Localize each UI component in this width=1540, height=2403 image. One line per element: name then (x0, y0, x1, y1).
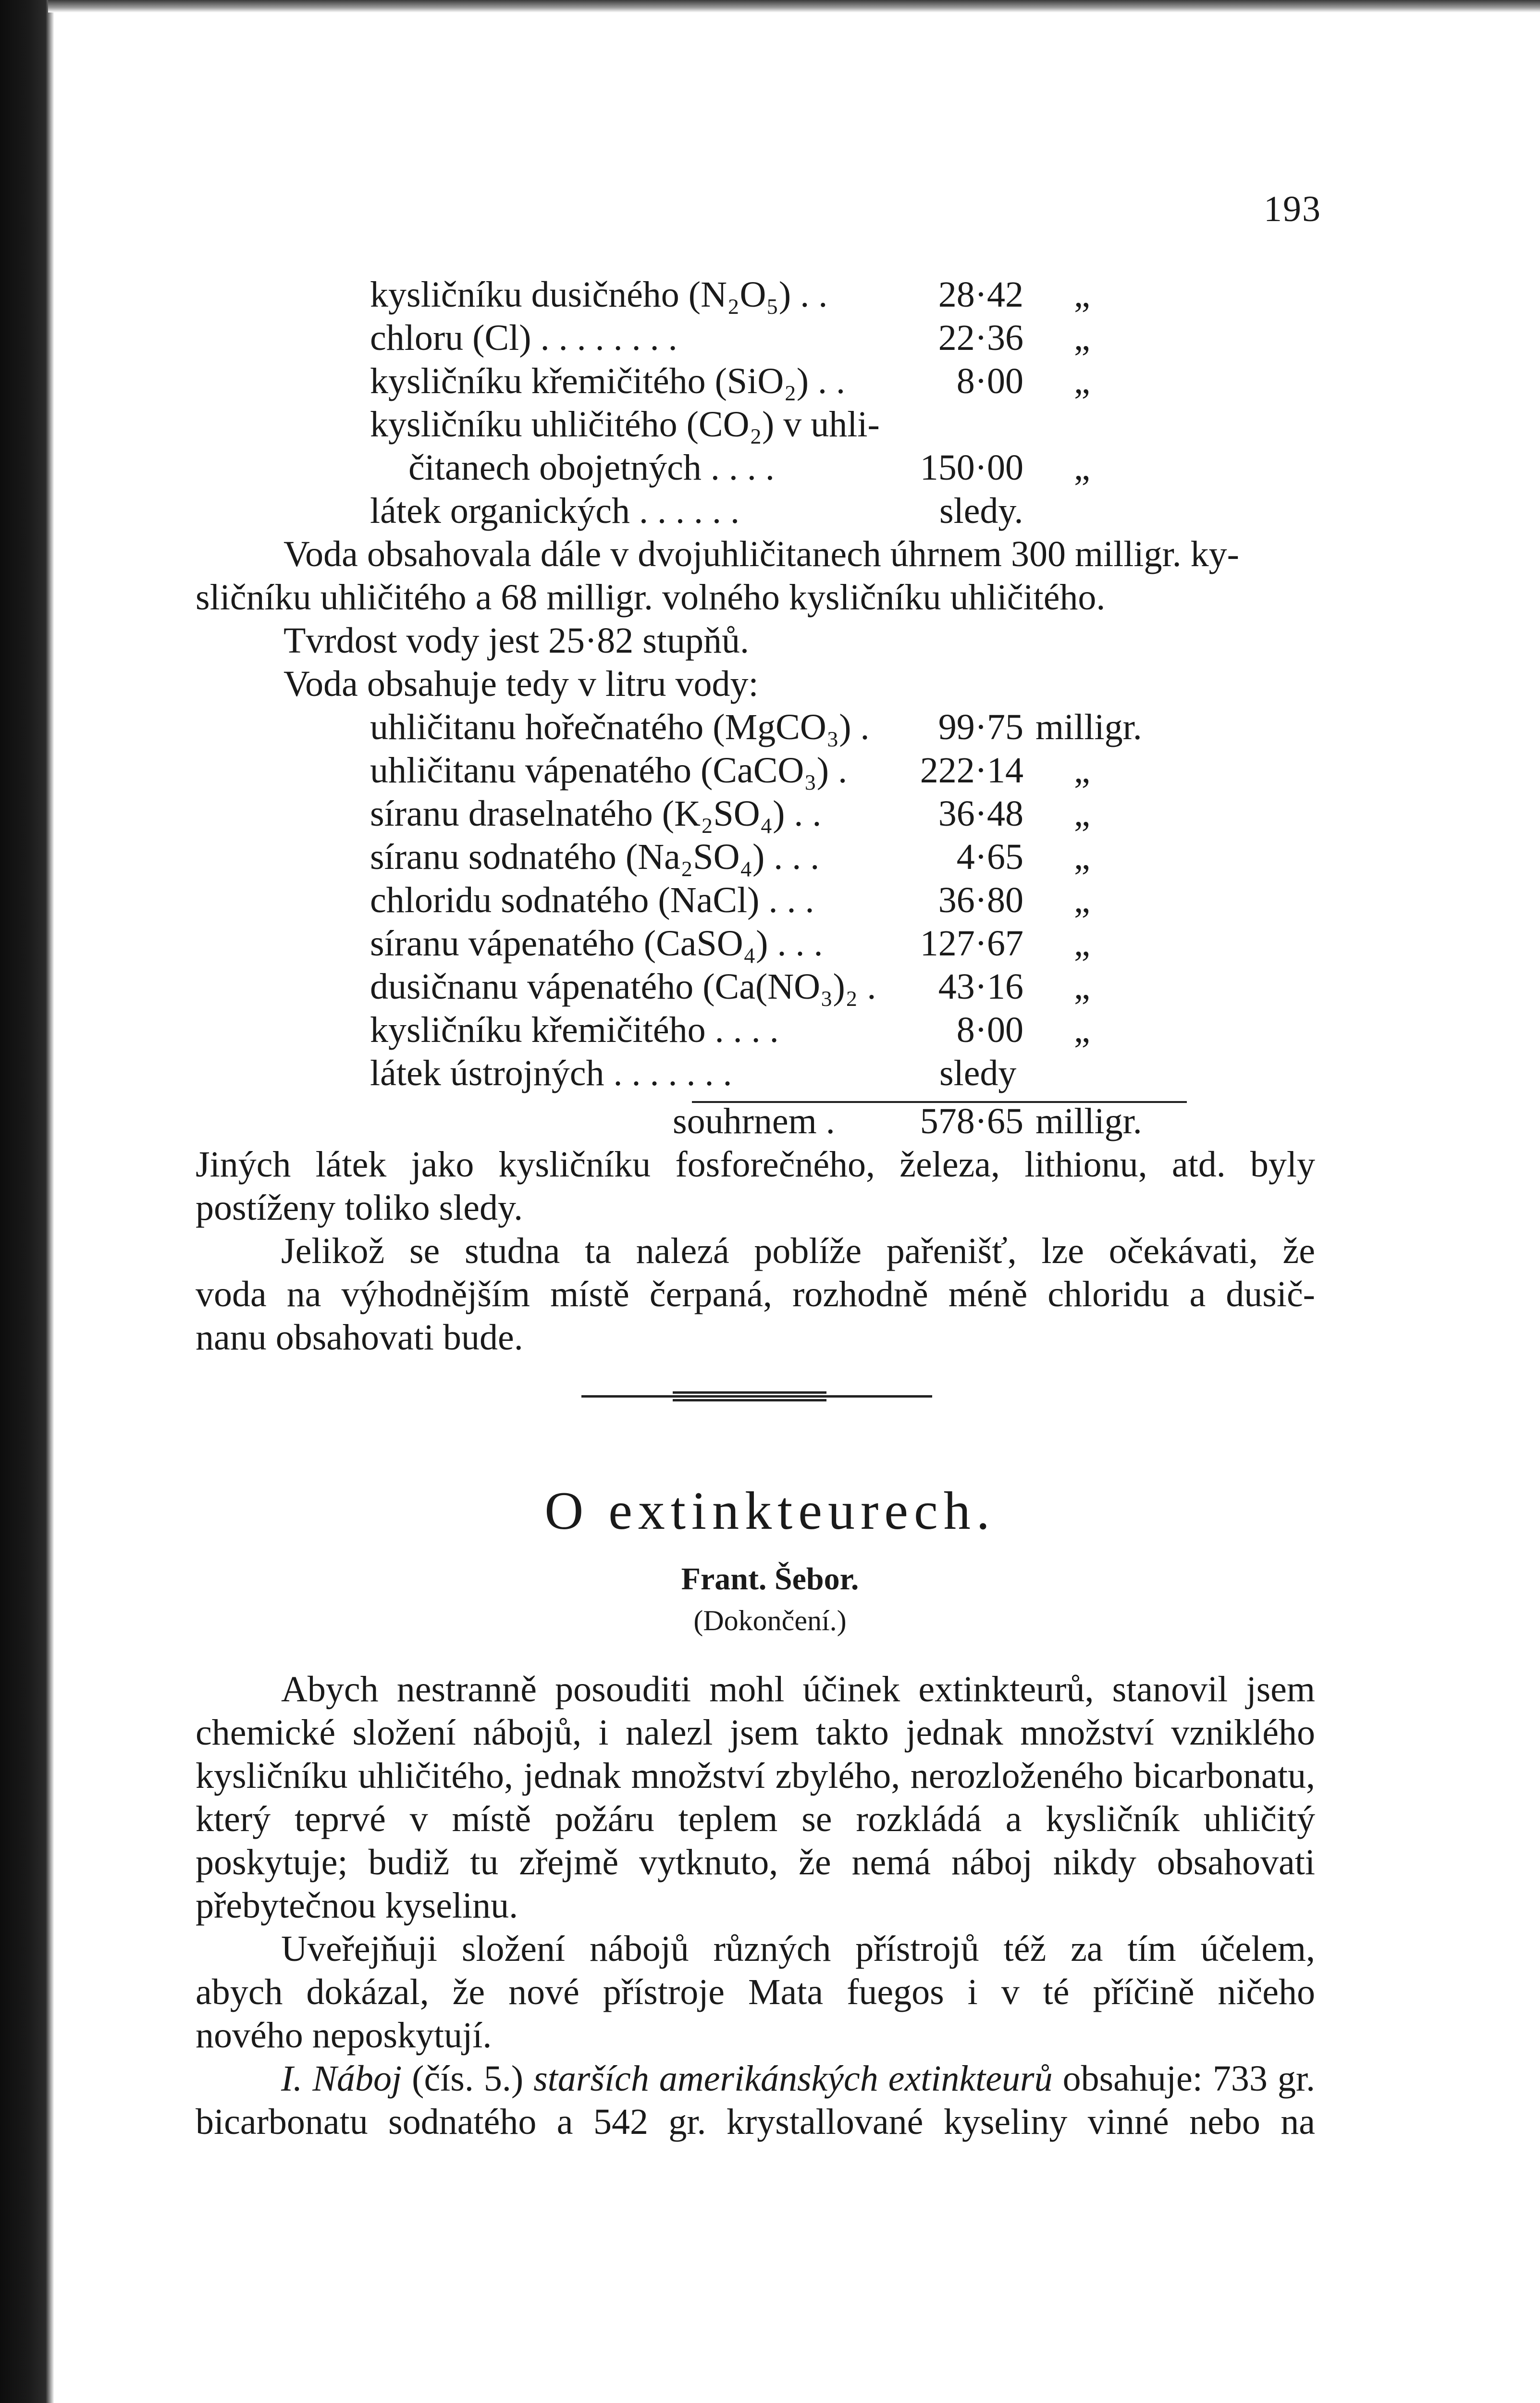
row-value: 222·14 (920, 750, 1023, 791)
page-number: 193 (1264, 189, 1321, 229)
scan-binding-edge (0, 0, 54, 2403)
article-author: Frant. Šebor. (681, 1561, 859, 1597)
item-label: I. Náboj (281, 2058, 402, 2099)
row-value: 4·65 (956, 837, 1023, 877)
row-value: 150·00 (920, 447, 1023, 488)
sum-unit: milligr. (1035, 1101, 1142, 1141)
paragraph-line: postíženy toliko sledy. (196, 1188, 523, 1228)
row-unit: „ (1074, 1010, 1090, 1050)
item-rest: obsahuje: 733 gr. (1062, 2058, 1316, 2099)
row-value: 28·42 (938, 274, 1023, 315)
row-unit: milligr. (1035, 707, 1142, 747)
row-value: 8·00 (956, 1010, 1023, 1050)
row-label: dusičnanu vápenatého (Ca(NO₃)₂ . (370, 966, 876, 1007)
paragraph-line: kysličníku uhličitého, jednak množství zbylého, nerozloženého bicarbonatu, (196, 1756, 1315, 1796)
row-label: uhličitanu hořečnatého (MgCO₃) . (370, 707, 870, 747)
row-value: sledy. (939, 491, 1023, 531)
row-unit: „ (1074, 750, 1090, 791)
row-label: kysličníku křemičitého . . . . (370, 1010, 779, 1050)
sum-value: 578·65 (920, 1101, 1023, 1141)
row-unit: „ (1074, 447, 1090, 488)
row-label: síranu vápenatého (CaSO₄) . . . (370, 923, 823, 964)
row-unit: „ (1074, 793, 1090, 834)
row-unit: „ (1074, 966, 1090, 1007)
paragraph-line: Uveřejňuji složení nábojů různých přístrojů též za tím účelem, (281, 1929, 1315, 1969)
row-label: kysličníku křemičitého (SiO₂) . . (370, 361, 846, 401)
paragraph-charge-1 (196, 2057, 1315, 2143)
row-value: 8·00 (956, 361, 1023, 401)
paragraph-well (196, 1229, 1315, 1359)
section-divider-ornament (581, 1391, 932, 1401)
row-unit: „ (1074, 318, 1090, 358)
row-value: 22·36 (938, 318, 1023, 358)
paragraph-line: nového neposkytují. (196, 2015, 492, 2056)
sum-label: souhrnem . (673, 1101, 835, 1141)
row-label: látek ústrojných . . . . . . . (370, 1053, 732, 1093)
row-value: sledy (939, 1053, 1017, 1093)
paragraph-line: sličníku uhličitého a 68 milligr. volného kysličníku uhličitého. (196, 577, 1106, 618)
paragraph-line: přebytečnou kyselinu. (196, 1885, 518, 1926)
row-value: 43·16 (938, 966, 1023, 1007)
row-value: 127·67 (920, 923, 1023, 964)
row-label: kysličníku uhličitého (CO₂) v uhli- (370, 404, 880, 445)
article-continued-note: (Dokončení.) (693, 1605, 847, 1636)
scan-top-edge (48, 0, 1540, 12)
row-value: 36·48 (938, 793, 1023, 834)
paragraph-line: poskytuje; budiž tu zřejmě vytknuto, že nemá náboj nikdy obsahovati (196, 1842, 1315, 1883)
row-unit: „ (1074, 923, 1090, 964)
row-label: síranu draselnatého (K₂SO₄) . . (370, 793, 822, 834)
row-label: síranu sodnatého (Na₂SO₄) . . . (370, 837, 820, 877)
paragraph-line: který teprvé v místě požáru teplem se rozkládá a kysličník uhličitý (196, 1799, 1315, 1839)
item-italic: starších amerikánských extinkteurů (533, 2058, 1053, 2099)
row-label: čitanech obojetných . . . . (408, 447, 775, 488)
paragraph-line: chemické složení nábojů, i nalezl jsem takto jednak množství vzniklého (196, 1712, 1315, 1753)
contains-intro: Voda obsahuje tedy v litru vody: (283, 664, 759, 704)
paragraph-line: Jiných látek jako kysličníku fosforečného, železa, lithionu, atd. byly (196, 1144, 1315, 1185)
paragraph-line: abych dokázal, že nové přístroje Mata fuegos i v té příčině ničeho (196, 1972, 1315, 2012)
row-label: kysličníku dusičného (N₂O₅) . . (370, 274, 828, 315)
row-value: 99·75 (938, 707, 1023, 747)
article-title: O extinkteurech. (544, 1481, 996, 1541)
paragraph-line: bicarbonatu sodnatého a 542 gr. krystallované kyseliny vinné nebo na (196, 2102, 1315, 2142)
paragraph-line: Jelikož se studna ta nalezá poblíže pařenišť, lze očekávati, že (281, 1231, 1315, 1271)
paragraph-line (196, 2057, 1315, 2100)
row-unit: „ (1074, 274, 1090, 315)
paragraph-publish (196, 1927, 1315, 2057)
row-label: chloru (Cl) . . . . . . . . (370, 318, 678, 358)
row-unit: „ (1074, 837, 1090, 877)
row-value: 36·80 (938, 880, 1023, 920)
hardness-line: Tvrdost vody jest 25·82 stupňů. (283, 620, 749, 661)
paragraph-line: Voda obsahovala dále v dvojuhličitanech úhrnem 300 milligr. ky- (283, 534, 1239, 574)
row-label: látek organických . . . . . . (370, 491, 739, 531)
paragraph-analysis (196, 1668, 1315, 1927)
row-unit: „ (1074, 880, 1090, 920)
row-label: uhličitanu vápenatého (CaCO₃) . (370, 750, 848, 791)
row-label: chloridu sodnatého (NaCl) . . . (370, 880, 814, 920)
item-ref: (čís. 5.) (412, 2058, 524, 2099)
paragraph-line: voda na výhodnějším místě čerpaná, rozhodně méně chloridu a dusič- (196, 1274, 1315, 1314)
row-unit: „ (1074, 361, 1090, 401)
paragraph-line: nanu obsahovati bude. (196, 1317, 523, 1358)
paragraph-line: Abych nestranně posouditi mohl účinek extinkteurů, stanovil jsem (281, 1669, 1315, 1709)
paragraph-other-substances (196, 1143, 1315, 1229)
